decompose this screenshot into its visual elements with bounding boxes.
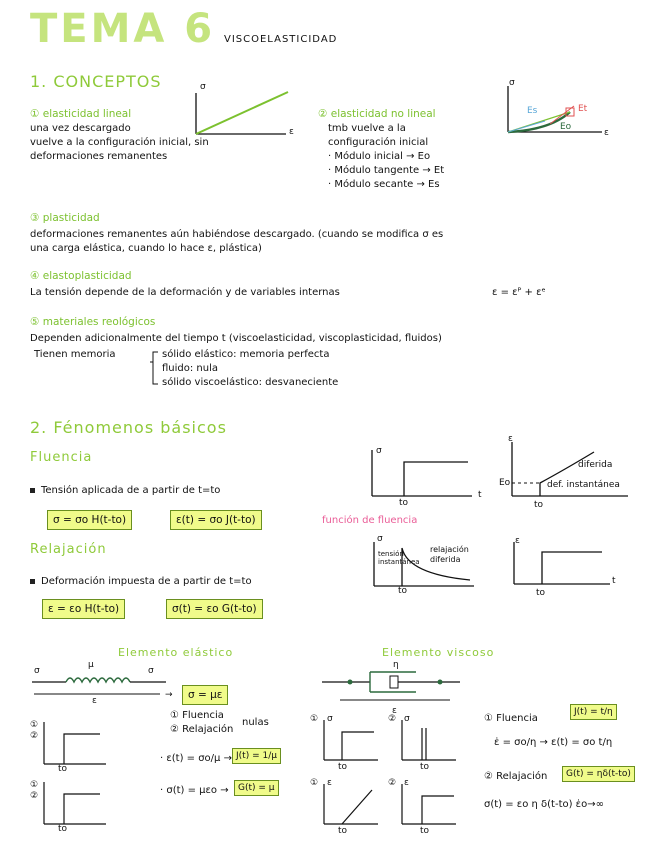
t0-label: to [420,762,430,772]
text-line: deformaciones remanentes [30,151,168,162]
elastic-nonlinear-graph [500,84,610,144]
marker-one: ① [30,780,39,790]
plasticity-text [30,228,443,256]
elastic-small-graph [40,720,110,768]
eta-label: η [393,660,399,670]
axis-label-y: σ [404,714,410,724]
axis-label-y: ε [515,536,520,546]
plasticity-heading: ③ plasticidad [30,212,100,224]
t0-label: to [399,498,409,508]
marker-two: ② [30,791,39,801]
case-label: ① Fluencia [170,710,224,721]
elastic-linear-text [30,122,209,164]
creep-eq2: ε(t) = σo J(t-to) [170,510,262,530]
axis-label-y: ε [508,434,513,444]
axis-label-y: σ [377,534,383,544]
case-markers [30,780,38,802]
marker-one: ① [30,720,39,730]
creep-bullet [30,484,220,498]
t0-label: to [534,500,544,510]
t0-label: to [338,762,348,772]
memory-label: Tienen memoria [34,349,116,360]
elastoplasticity-text: La tensión depende de la deformación y de variables internas [30,287,340,298]
t0-label: to [420,826,430,836]
section2-heading: 2. Fénomenos básicos [30,418,227,437]
elastic-linear-graph [188,88,298,148]
elastic-relax-box: G(t) = μ [234,780,279,796]
text-line: deformaciones remanentes aún habiéndose descargado. (cuando se modifica σ es [30,229,444,240]
viscous-relax-eq: σ(t) = εo η δ(t-to) ε̇o→∞ [484,799,604,810]
arrow-icon: → [165,690,173,700]
relaxation-eq1: ε = εo H(t-to) [42,599,125,619]
relaxation-bullet [30,575,252,589]
elastic-small-graph [40,780,110,828]
axis-label-x: t [612,576,616,586]
elastic-element-heading: Elemento elástico [118,646,234,659]
creep-stress-graph [368,448,478,508]
elastoplasticity-heading: ④ elastoplasticidad [30,270,132,282]
bullet-text: Deformación impuesta de a partir de t=to [41,576,252,587]
instant-stress-label: tensión instantánea [378,550,420,566]
text-line: tmb vuelve a la [328,123,406,134]
axis-label-y: σ [327,714,333,724]
axis-label-x: ε [289,127,294,137]
marker-one: ① [310,778,319,788]
viscous-element-heading: Elemento viscoso [382,646,495,659]
text-line: · Módulo tangente → Et [328,165,445,176]
elastic-nonlinear-text [328,122,444,192]
viscous-creep-label: ① Fluencia [484,713,538,724]
instant-label: def. instantánea [547,480,620,490]
elastic-creep-box: J(t) = 1/μ [232,748,281,764]
viscous-small-graph [320,718,382,764]
creep-note: función de fluencia [322,515,418,526]
case-label: ② Relajación [170,724,234,735]
axis-label-y: ε [404,778,409,788]
elastic-cases [170,709,233,737]
t0-label: to [58,764,68,774]
axis-label-y: σ [376,446,382,456]
eps-label: ε [392,706,397,716]
bullet-text: Tensión aplicada de a partir de t=to [41,485,221,496]
axis-label-y: σ [509,78,515,88]
relaxation-heading: Relajación [30,542,107,557]
page-title: TEMA 6 [30,6,216,52]
list-item: fluido: nula [162,363,219,374]
bullet-icon [30,488,35,493]
text-line: · Módulo secante → Es [328,179,440,190]
elastic-law: σ = με [182,685,228,705]
text-line: vuelve a la configuración inicial, sin [30,137,209,148]
text-line: una carga elástica, cuando lo hace ε, plástica) [30,243,262,254]
t0-label: to [338,826,348,836]
axis-label-x: ε [604,128,609,138]
marker-one: ① [310,714,319,724]
relaxation-strain-graph [506,540,616,590]
text-line: una vez descargado [30,123,131,134]
label-eo: Eo [560,122,572,132]
marker-two: ② [30,731,39,741]
bullet-icon [30,579,35,584]
sigma-label: σ [148,666,154,676]
elastoplasticity-formula: ε = εᴾ + εᵉ [492,287,546,298]
rheological-text: Dependen adicionalmente del tiempo t (viscoelasticidad, viscoplasticidad, fluidos) [30,333,442,344]
eps-label: ε [92,696,97,706]
section1-heading: 1. CONCEPTOS [30,72,162,91]
eo-label: Eo [499,478,511,488]
relaxation-eq2: σ(t) = εo G(t-to) [166,599,263,619]
mu-label: μ [88,660,94,670]
t0-label: to [58,824,68,834]
marker-two: ② [388,714,397,724]
memory-list [162,348,338,390]
viscous-small-graph [320,782,382,828]
viscous-relax-box: G(t) = ηδ(t-to) [562,766,635,782]
axis-label-x: t [478,490,482,500]
memory-brace [150,350,160,386]
label-et: Et [578,104,588,114]
viscous-small-graph [398,718,460,764]
rheological-heading: ⑤ materiales reológicos [30,316,156,328]
viscous-creep-box: J(t) = t/η [570,704,617,720]
label-es: Es [527,106,538,116]
t0-label: to [536,588,546,598]
viscous-creep-eq: ε̇ = σo/η → ε(t) = σo t/η [494,737,613,748]
text-line: · Módulo inicial → Eo [328,151,431,162]
page-subtitle: VISCOELASTICIDAD [224,34,338,45]
elastic-linear-heading: ① elasticidad lineal [30,108,132,120]
sigma-label: σ [34,666,40,676]
marker-two: ② [388,778,397,788]
axis-label-y: ε [327,778,332,788]
creep-strain-graph [504,440,634,500]
deferred-relax-label: relajación diferida [430,545,469,564]
creep-eq1: σ = σo H(t-to) [47,510,132,530]
text-line: configuración inicial [328,137,429,148]
elastic-relax-eq: · σ(t) = μεo → [160,785,229,796]
case-markers [30,720,38,742]
t0-label: to [398,586,408,596]
list-item: sólido elástico: memoria perfecta [162,349,330,360]
elastic-nonlinear-heading: ② elasticidad no lineal [318,108,436,120]
null-label: nulas [242,717,269,728]
elastic-creep-eq: · ε(t) = σo/μ → [160,753,232,764]
viscous-relax-label: ② Relajación [484,771,548,782]
viscous-small-graph [398,782,460,828]
axis-label-y: σ [200,82,206,92]
deferred-label: diferida [578,460,613,470]
list-item: sólido viscoelástico: desvaneciente [162,377,339,388]
creep-heading: Fluencia [30,450,93,465]
